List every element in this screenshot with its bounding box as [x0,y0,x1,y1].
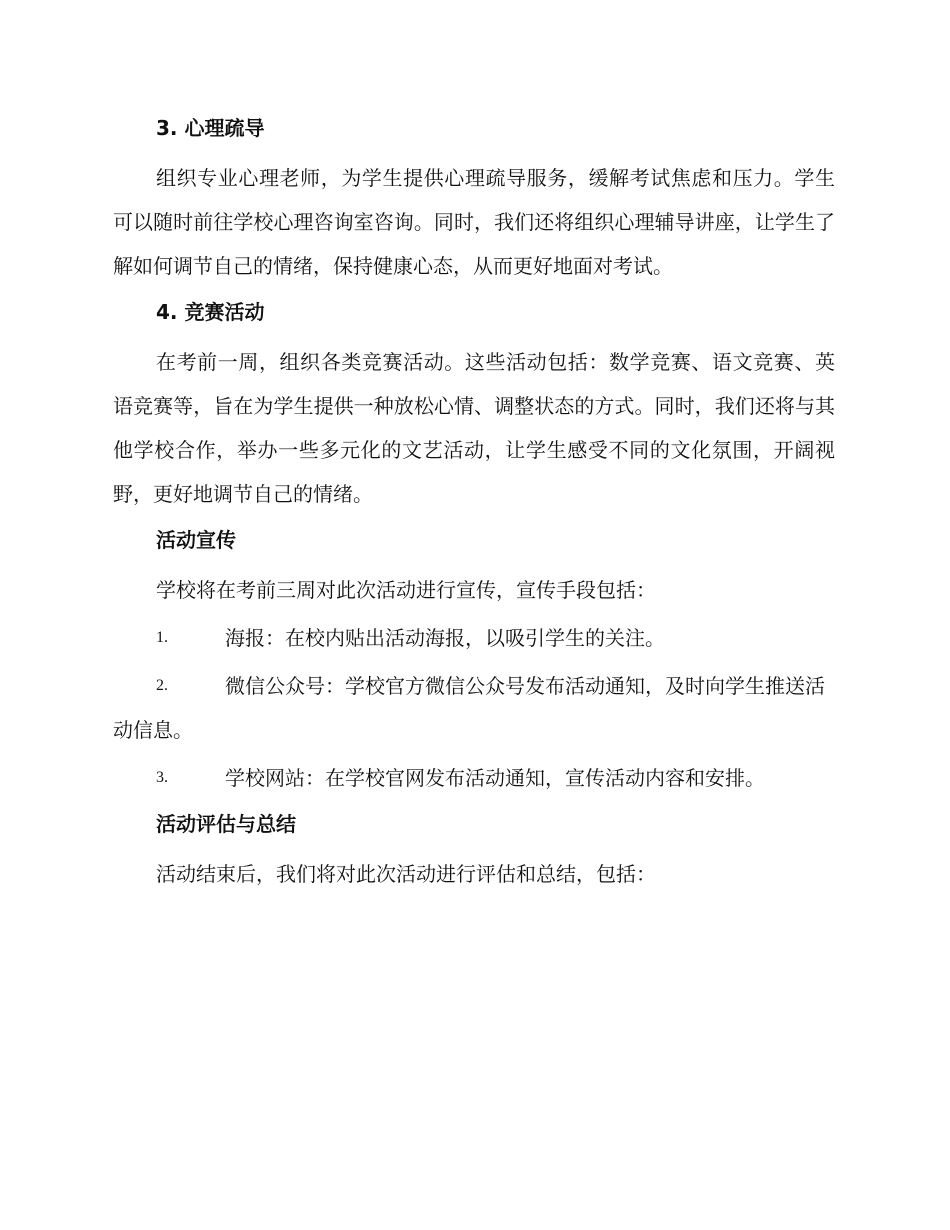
paragraph-evaluation-intro: 活动结束后，我们将对此次活动进行评估和总结，包括： [156,862,656,886]
list-text: 海报：在校内贴出活动海报，以吸引学生的关注。 [225,626,665,650]
section-heading-promotion: 活动宣传 [156,528,236,552]
section-heading-evaluation: 活动评估与总结 [156,812,296,836]
list-text: 微信公众号：学校官方微信公众号发布活动通知，及时向学生推送活动信息。 [113,674,825,742]
paragraph-psych: 组织专业心理老师，为学生提供心理疏导服务，缓解考试焦虑和压力。学生可以随时前往学校心理咨询室咨询。同时，我们还将组织心理辅导讲座，让学生了解如何调节自己的情绪，保持健康心态，从而更好地面对考试。 [113,166,835,278]
section-heading-psych: 3. 心理疏导 [156,116,265,140]
section-heading-competition: 4. 竞赛活动 [156,300,265,324]
paragraph-competition: 在考前一周，组织各类竞赛活动。这些活动包括：数学竞赛、语文竞赛、英语竞赛等，旨在为学生提供一种放松心情、调整状态的方式。同时，我们还将与其他学校合作，举办一些多元化的文艺活动，让学生感受不同的文化氛围，开阔视野，更好地调节自己的情绪。 [113,350,835,506]
list-item [113,616,835,660]
list-item [113,756,835,800]
list-number: 2. [156,677,168,694]
list-item [113,664,835,752]
list-number: 3. [156,769,168,786]
list-number: 1. [156,629,168,646]
paragraph-promotion-intro: 学校将在考前三周对此次活动进行宣传，宣传手段包括： [156,578,656,602]
list-text: 学校网站：在学校官网发布活动通知，宣传活动内容和安排。 [225,766,765,790]
document-body [113,108,835,900]
